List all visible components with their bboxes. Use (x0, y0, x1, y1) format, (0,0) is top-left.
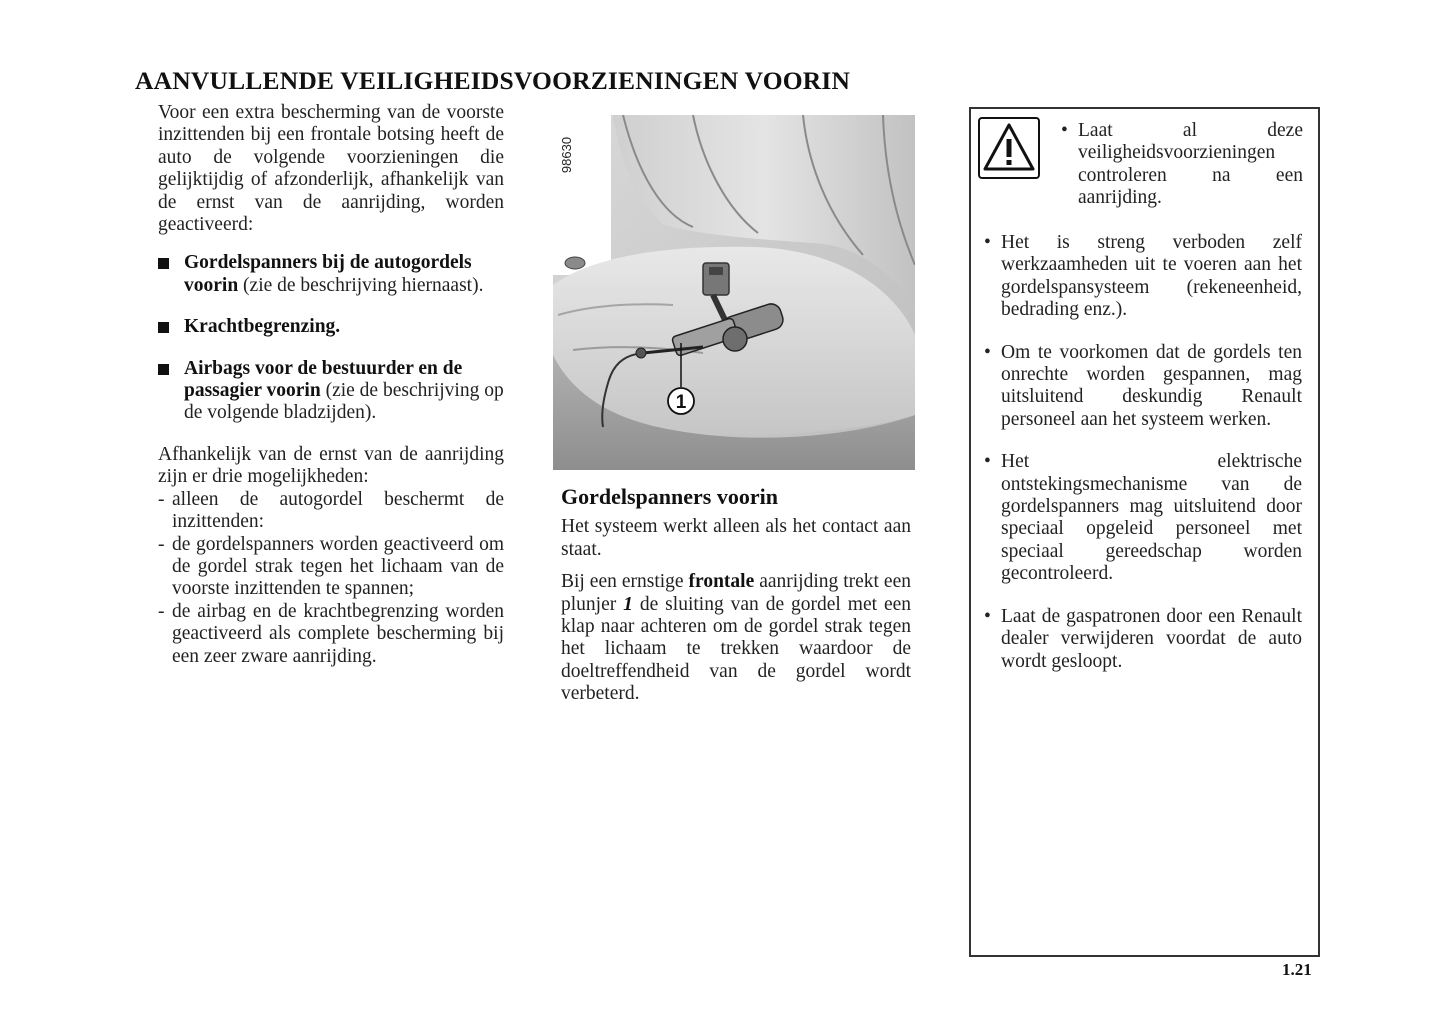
list-item (984, 451, 1302, 585)
list-item (984, 606, 1302, 673)
warning-text: Het elektrische ontstekingsmechanisme van de gordelspanners mag uitsluitend door speciaal opgeleid personeel met speciaal gereedschap worden gecontroleerd. (1001, 451, 1302, 585)
warning-text: Laat de gaspatronen door een Renault dealer verwijderen voordat de auto wordt gesloopt. (1001, 605, 1302, 672)
list-item (1061, 120, 1303, 210)
warning-first-item (1061, 120, 1303, 230)
seat-illustration (553, 115, 915, 470)
list-item (158, 252, 504, 297)
options-list (158, 489, 504, 668)
callout-number: 1 (675, 392, 687, 413)
list-item (984, 342, 1302, 432)
warning-triangle-icon (978, 117, 1040, 179)
middle-paragraph-1: Het systeem werkt alleen als het contact aan staat. (561, 516, 911, 560)
bullet-icon: • (984, 605, 991, 627)
paragraph-text: aanrijding trekt een plunjer (561, 571, 911, 615)
list-item (984, 232, 1302, 322)
list-item (158, 358, 504, 425)
square-bullet-icon (158, 322, 169, 333)
middle-column (561, 486, 911, 706)
paragraph-text: Bij een ernstige (561, 571, 689, 593)
paragraph-text: de sluiting van de gordel met een klap naar achteren om de gordel strak tegen het lichaam te trekken waardoor de doeltreffendheid van de gordel wordt verbeterd. (561, 593, 912, 705)
bullet-icon: • (1061, 120, 1068, 141)
intro-paragraph: Voor een extra bescherming van de voorste inzittenden bij een frontale botsing heeft de auto de volgende voorzieningen die gelijktijdig of afzonderlijk, afhankelijk van de ernst van de aanrijding, worden geactiveerd: (158, 102, 504, 236)
bullet-icon: • (984, 341, 991, 363)
list-item: - de gordelspanners worden geactiveerd om de gordel strak tegen het lichaam van de voorste inzittenden te spannen; (158, 534, 504, 601)
paragraph-bold: frontale (688, 571, 755, 593)
list-item-bold: Airbags voor de bestuurder en de passagier voorin (184, 357, 463, 402)
warning-text: Om te voorkomen dat de gordels ten onrechte worden gespannen, mag uitsluitend deskundig Renault personeel aan het systeem werken. (1001, 341, 1302, 430)
seatbelt-tensioner-illustration (553, 115, 915, 470)
square-bullet-icon (158, 364, 169, 375)
figure-code: 98630 (559, 136, 574, 174)
page-number: 1.21 (1282, 960, 1312, 979)
warning-text: Het is streng verboden zelf werkzaamheden uit te voeren aan het gordelspansysteem (rekeneenheid, bedrading enz.). (1001, 232, 1302, 321)
list-item-bold: Krachtbegrenzing. (184, 316, 341, 338)
list-item-text: (zie de beschrijving hiernaast). (238, 274, 484, 296)
reference-number: 1 (623, 593, 633, 615)
middle-paragraph-2 (561, 571, 911, 705)
list-item: - alleen de autogordel beschermt de inzittenden: (158, 489, 504, 534)
options-intro: Afhankelijk van de ernst van de aanrijding zijn er drie mogelijkheden: (158, 443, 504, 488)
warning-list (984, 232, 1302, 693)
section-heading: Gordelspanners voorin (561, 484, 778, 509)
feature-list (158, 252, 504, 424)
page-title: AANVULLENDE VEILIGHEIDSVOORZIENINGEN VOORIN (135, 66, 851, 95)
list-item (158, 316, 504, 338)
list-item-text: (zie de beschrijving op de volgende bladzijden). (184, 380, 504, 424)
left-column (158, 102, 504, 668)
bullet-icon: • (984, 232, 991, 253)
list-item-bold: Gordelspanners bij de autogordels voorin (184, 252, 472, 296)
bullet-icon: • (984, 451, 991, 473)
square-bullet-icon (158, 258, 169, 269)
warning-text: Laat al deze veiligheidsvoorzieningen controleren na een aanrijding. (1078, 120, 1303, 209)
list-item: - de airbag en de krachtbegrenzing worden geactiveerd als complete bescherming bij een zeer zware aanrijding. (158, 601, 504, 668)
